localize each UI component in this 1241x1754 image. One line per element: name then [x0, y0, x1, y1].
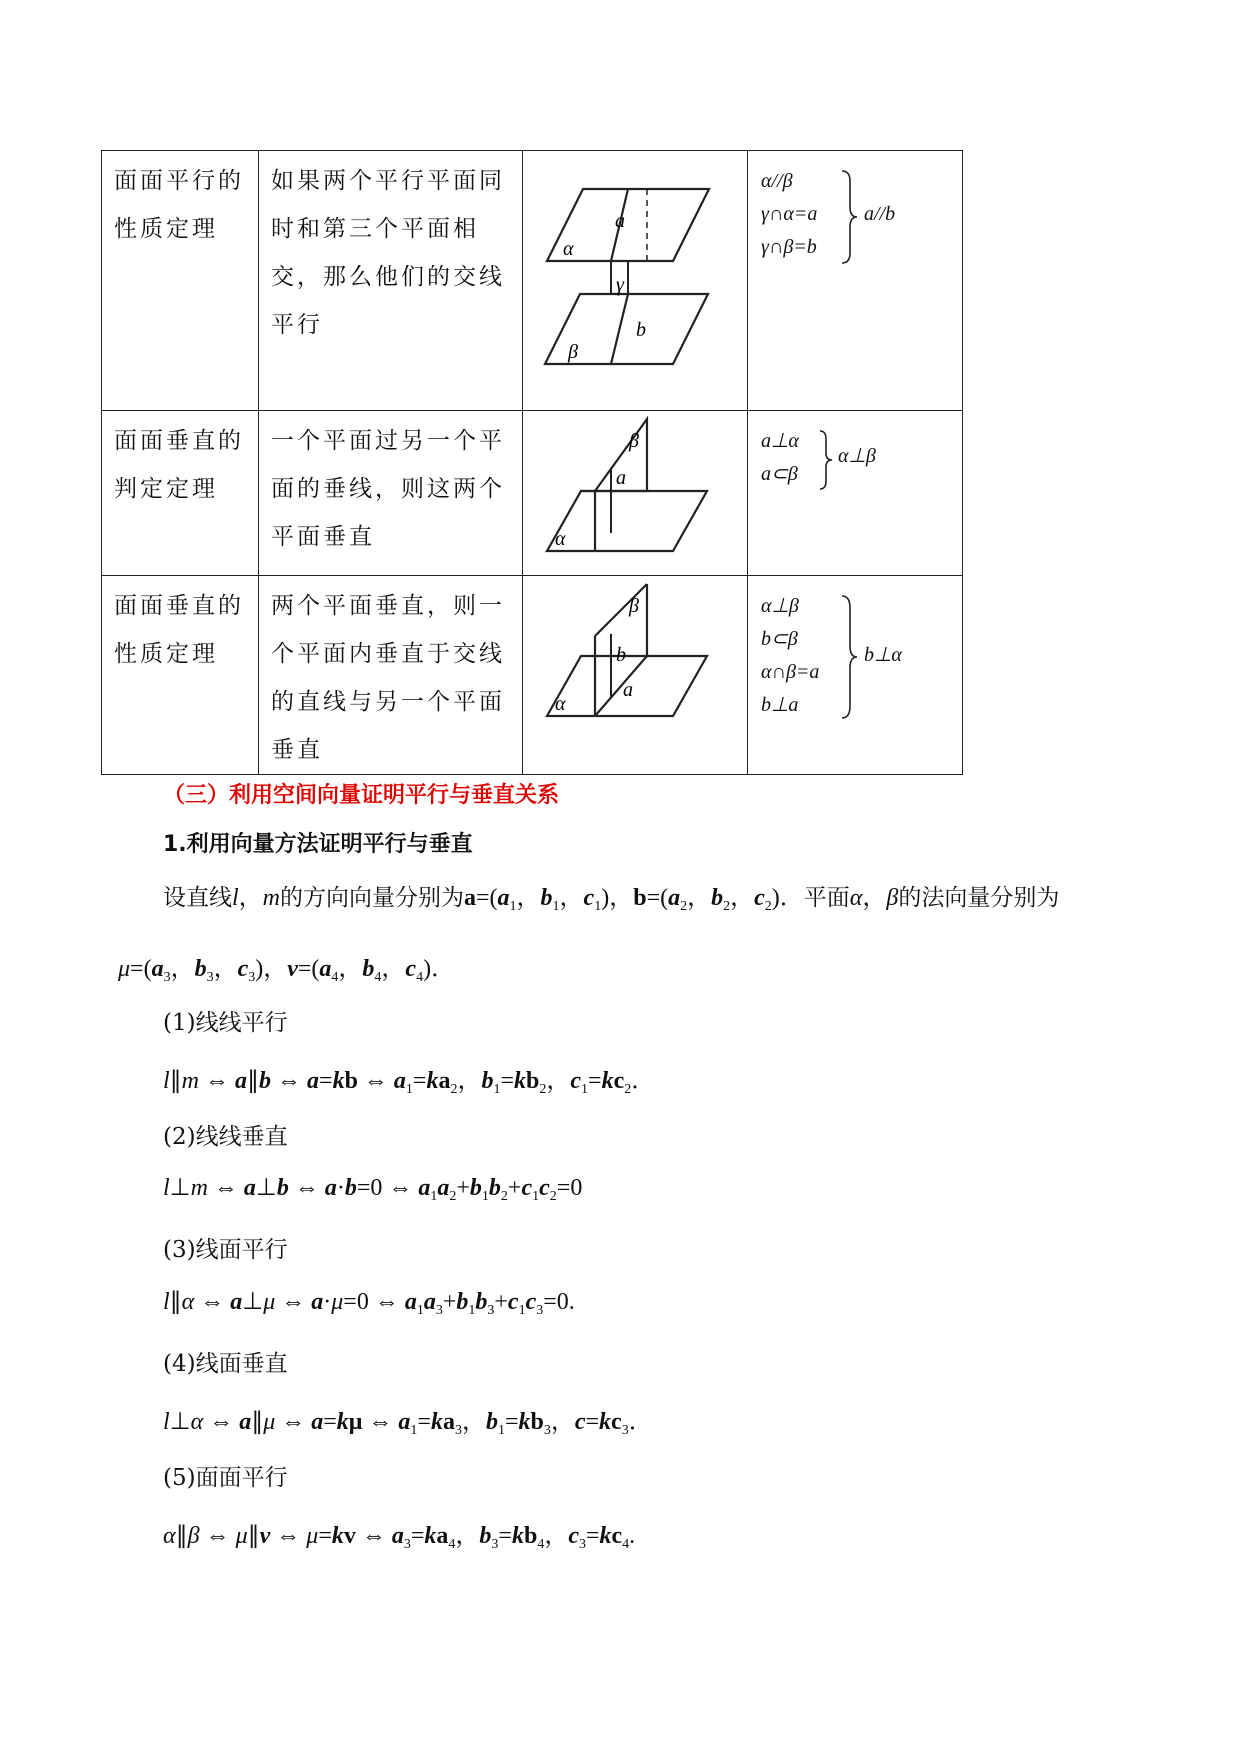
condition: α∩β=a: [761, 661, 820, 683]
condition: γ∩β=b: [761, 236, 817, 258]
conclusion: α⊥β: [838, 445, 876, 467]
formula-line-plane-plane-parallel: α∥β ⇔ μ∥v ⇔ μ=kv ⇔ $a_3=ka_4$，$b_3=kb_4$，$c_3=kc_4$.: [163, 1523, 636, 1552]
right-brace-icon: [840, 594, 860, 720]
conclusion: b⊥α: [864, 644, 902, 666]
theorem-statement: 如果两个平行平面同时和第三个平面相交，那么他们的交线平行: [271, 168, 505, 338]
fig-label: b: [616, 644, 626, 666]
fig-label: γ: [616, 274, 624, 296]
section-heading: （三）利用空间向量证明平行与垂直关系: [163, 783, 560, 808]
perpendicular-planes-figure: [523, 411, 747, 574]
parallel-planes-figure: [523, 151, 747, 409]
item-label: (2)线线垂直: [163, 1124, 288, 1150]
right-brace-icon: [818, 429, 834, 491]
condition: a⊂β: [761, 463, 798, 485]
conclusion: a//b: [864, 203, 896, 225]
intro-line-2: $\mu=(a_3$，$b_3$，$c_3$)，$v=(a_4$，$b_4$，$c_4$)．: [118, 956, 456, 985]
item-label: (1)线线平行: [163, 1010, 288, 1036]
theorem-statement: 两个平面垂直，则一个平面内垂直于交线的直线与另一个平面垂直: [271, 593, 505, 763]
formula-line-parallel: l∥m ⇔ a∥b ⇔ a=kb ⇔ $a_1=ka_2$，$b_1=kb_2$，$c_1=kc_2$．: [163, 1068, 656, 1097]
formula-line-line-plane-perpendicular: l⊥α ⇔ a∥μ ⇔ a=kμ ⇔ $a_1=ka_3$，$b_1=kb_3$，$c=kc_3$．: [163, 1409, 653, 1438]
condition: b⊥a: [761, 694, 799, 716]
condition: α//β: [761, 170, 793, 192]
fig-label: β: [568, 341, 578, 363]
table-row: [102, 151, 963, 411]
item-label: (5)面面平行: [163, 1465, 288, 1491]
theorem-table: [101, 150, 963, 775]
fig-label: a: [616, 467, 626, 489]
table-row: [102, 576, 963, 775]
theorem-name: 面面垂直的判定定理: [114, 428, 244, 502]
fig-label: β: [629, 595, 639, 617]
formula-line-line-plane-parallel: l∥α ⇔ a⊥μ ⇔ a·μ=0 ⇔ $a_1a_3+b_1b_3+c_1c_3=0$.: [163, 1289, 575, 1318]
table-row: [102, 411, 963, 576]
perpendicular-planes-property-figure: [523, 576, 747, 770]
fig-label: α: [555, 693, 566, 715]
right-brace-icon: [840, 169, 860, 265]
theorem-name: 面面平行的性质定理: [114, 168, 244, 242]
item-label: (4)线面垂直: [163, 1351, 288, 1377]
condition: b⊂β: [761, 628, 798, 650]
theorem-name: 面面垂直的性质定理: [114, 593, 244, 667]
subheading: 1.利用向量方法证明平行与垂直: [163, 832, 473, 857]
fig-label: a: [615, 210, 625, 232]
theorem-statement: 一个平面过另一个平面的垂线，则这两个平面垂直: [271, 428, 505, 550]
fig-label: α: [555, 528, 566, 550]
condition: α⊥β: [761, 595, 799, 617]
fig-label: α: [563, 238, 574, 260]
condition: a⊥α: [761, 430, 799, 452]
fig-label: a: [623, 679, 633, 701]
fig-label: b: [636, 319, 646, 341]
item-label: (3)线面平行: [163, 1237, 288, 1263]
condition: γ∩α=a: [761, 203, 818, 225]
intro-line-1: 设直线l，m的方向向量分别为$a=(a_1$，$b_1$，$c_1$)，$b=(a_2$，$b_2$，$c_2$)．平面α，β的法向量分别为: [163, 885, 1060, 914]
formula-line-perpendicular: l⊥m ⇔ a⊥b ⇔ a·b=0 ⇔ $a_1a_2+b_1b_2+c_1c_2=0$: [163, 1175, 583, 1204]
fig-label: β: [629, 430, 639, 452]
